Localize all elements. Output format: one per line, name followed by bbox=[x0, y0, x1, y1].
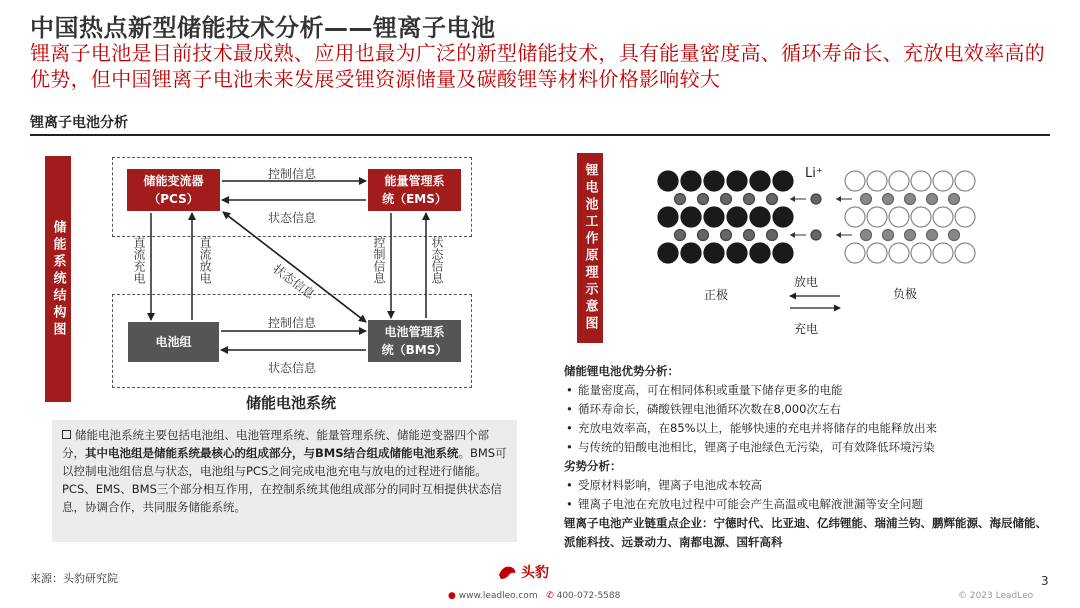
bms-label-line1: 电池管理系 bbox=[384, 325, 445, 339]
phone-number: 400-072-5588 bbox=[556, 591, 621, 601]
dc-charge-label: 直流充电 bbox=[132, 236, 146, 284]
advantage-item: • 循环寿命长，磷酸铁锂电池循环次数在8,000次左右 bbox=[564, 400, 1054, 419]
leopard-logo-icon bbox=[497, 563, 517, 581]
copyright: © 2023 LeadLeo bbox=[958, 591, 1034, 601]
advantages-title: 储能锂电池优势分析： bbox=[564, 364, 679, 378]
page-subtitle: 锂离子电池是目前技术最成熟、应用也最为广泛的新型储能技术，具有能量密度高、循环寿命长、充放电效率高的优势，但中国锂离子电池未来发展受锂资源储量及碳酸锂等材料价格影响较大 bbox=[30, 41, 1045, 91]
positive-electrode-label: 正极 bbox=[704, 288, 729, 302]
advantage-item: • 能量密度高，可在相同体积或重量下储存更多的电能 bbox=[564, 381, 1054, 400]
system-structure-banner-text: 储能系统结构图 bbox=[50, 219, 66, 339]
battery-label: 电池组 bbox=[155, 335, 192, 349]
analysis-panel bbox=[564, 362, 1054, 552]
system-label: 储能电池系统 bbox=[246, 394, 337, 412]
pcs-label-line1: 储能变流器 bbox=[143, 174, 204, 188]
disadvantage-item: • 锂离子电池在充放电过程中可能会产生高温或电解液泄漏等安全问题 bbox=[564, 495, 1054, 514]
top-control-label: 控制信息 bbox=[268, 167, 317, 181]
dc-discharge-label: 直流放电 bbox=[198, 236, 212, 284]
diagonal-status-label: 状态信息 bbox=[270, 261, 318, 302]
disadvantages-title: 劣势分析： bbox=[564, 459, 622, 473]
bms-label-line2: 统（BMS） bbox=[381, 343, 448, 357]
source-note: 来源：头豹研究院 bbox=[30, 572, 118, 585]
description-part1: 储能电池系统主要包括电池组、电池管理系统、能量管理系统、储能逆变器四个部分， bbox=[62, 428, 489, 460]
bottom-control-label: 控制信息 bbox=[268, 316, 317, 330]
advantage-item: • 与传统的铅酸电池相比，锂离子电池绿色无污染，可有效降低环境污染 bbox=[564, 438, 1054, 457]
discharge-label: 放电 bbox=[794, 275, 819, 289]
web-icon: ● bbox=[448, 591, 456, 601]
phone-icon: ✆ bbox=[546, 591, 554, 601]
description-part2: 。BMS可以控制电池组信息与状态，电池组与PCS之间完成电池充电与放电的过程进行储能。PCS、EMS、BMS三个部分相互作用，在控制系统其他组成部分的同时互相提供状态信息，协调合作，共同服务储能系统。 bbox=[62, 446, 507, 514]
description-bold: 其中电池组是储能系统最核心的组成部分，与BMS结合组成储能电池系统 bbox=[85, 446, 459, 460]
companies-line bbox=[564, 514, 1054, 552]
companies-list: 宁德时代、比亚迪、亿纬锂能、瑞浦兰钧、鹏辉能源、海辰储能、派能科技、远景动力、南都电源、国轩高科 bbox=[564, 516, 1047, 549]
page-number: 3 bbox=[1041, 574, 1049, 588]
advantage-item: • 充放电效率高，在85%以上，能够快速的充电并将储存的电能释放出来 bbox=[564, 419, 1054, 438]
footer-logo bbox=[497, 562, 549, 582]
li-battery-principle-banner-text: 锂电池工作原理示意图 bbox=[582, 163, 598, 333]
top-status-label: 状态信息 bbox=[268, 211, 317, 225]
v-control-label: 控制信息 bbox=[372, 236, 386, 284]
section-label: 锂离子电池分析 bbox=[30, 115, 128, 131]
charge-label: 充电 bbox=[794, 322, 819, 336]
bottom-status-label: 状态信息 bbox=[268, 361, 317, 375]
disadvantage-item: • 受原材料影响，锂离子电池成本较高 bbox=[564, 476, 1054, 495]
ems-label-line2: 统（EMS） bbox=[382, 192, 447, 206]
footer-contact bbox=[448, 591, 620, 601]
li-ion-label: Li⁺ bbox=[805, 166, 823, 181]
v-status-label: 状态信息 bbox=[430, 236, 444, 284]
website-link[interactable]: www.leadleo.com bbox=[458, 591, 538, 601]
companies-title: 锂离子电池产业链重点企业： bbox=[564, 516, 714, 530]
brand-name: 头豹 bbox=[521, 565, 549, 581]
page-title: 中国热点新型储能技术分析——锂离子电池 bbox=[30, 14, 496, 42]
negative-electrode-label: 负极 bbox=[893, 287, 918, 301]
ems-label-line1: 能量管理系 bbox=[384, 174, 445, 188]
pcs-label-line2: （PCS） bbox=[148, 192, 199, 206]
